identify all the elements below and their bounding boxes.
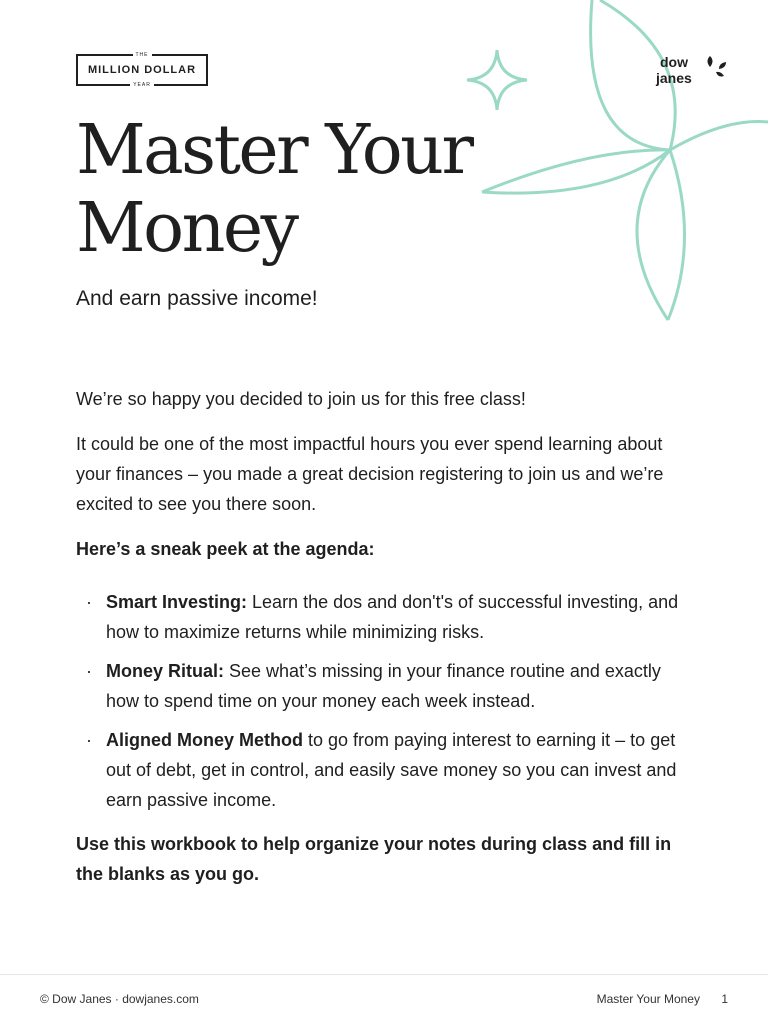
bullet: · <box>86 592 92 612</box>
logo-top-text: THE <box>133 52 152 58</box>
footer-divider <box>0 974 768 975</box>
leaf-icon <box>704 54 730 80</box>
title-line-1: Master Your <box>76 111 472 190</box>
brand-line-1: dow <box>660 54 688 70</box>
sparkle-star-icon <box>467 50 527 110</box>
page-title <box>76 112 496 268</box>
logo-bottom-text: YEAR <box>130 82 154 88</box>
petal-outlines <box>467 0 768 320</box>
agenda-item-text: to go from paying interest to earning it – to get out of debt, get in control, and easily save money so you can invest and earn passive income. <box>106 730 677 810</box>
agenda-item-text: See what’s missing in your finance routine and exactly how to spend time on your money each week instead. <box>106 661 661 711</box>
petal-right <box>670 122 768 150</box>
agenda-item-title: Aligned Money Method <box>106 730 303 750</box>
agenda-list <box>76 587 696 815</box>
bullet: · <box>86 730 92 750</box>
agenda-item <box>76 587 696 647</box>
page-number: 1 <box>721 992 728 1006</box>
bullet: · <box>86 661 92 681</box>
agenda-item-title: Money Ritual: <box>106 661 225 681</box>
petal-lower-right <box>668 150 685 320</box>
footer-page-info <box>597 992 728 1006</box>
title-line-2: Money <box>76 189 297 268</box>
petal-left-upper <box>482 150 670 193</box>
intro-paragraph: It could be one of the most impactful hours you ever spend learning about your finances – you made a great decision registering to join us and we’re excited to see you there soon. <box>76 434 664 514</box>
agenda-item-title: Smart Investing: <box>106 592 248 612</box>
petal-left-lower <box>482 150 670 192</box>
footer-copyright: © Dow Janes · dowjanes.com <box>40 992 199 1006</box>
footer-doc-title: Master Your Money <box>596 992 700 1006</box>
closing-instruction: Use this workbook to help organize your notes during class and fill in the blanks as you go. <box>76 834 672 884</box>
agenda-item <box>76 656 696 716</box>
body-content <box>76 384 696 889</box>
intro-text: We’re so happy you decided to join us for this free class! <box>76 389 526 409</box>
page-subtitle: And earn passive income! <box>76 287 318 310</box>
agenda-item-text: Learn the dos and don't's of successful investing, and how to maximize returns while minimizing risks. <box>106 592 679 642</box>
agenda-item <box>76 725 696 815</box>
logo-main-text: MILLION DOLLAR <box>87 64 197 76</box>
agenda-heading: Here’s a sneak peek at the agenda: <box>76 539 375 559</box>
dow-janes-logo <box>656 54 692 86</box>
petal-lower-left <box>637 150 670 320</box>
brand-line-2: janes <box>656 70 692 86</box>
